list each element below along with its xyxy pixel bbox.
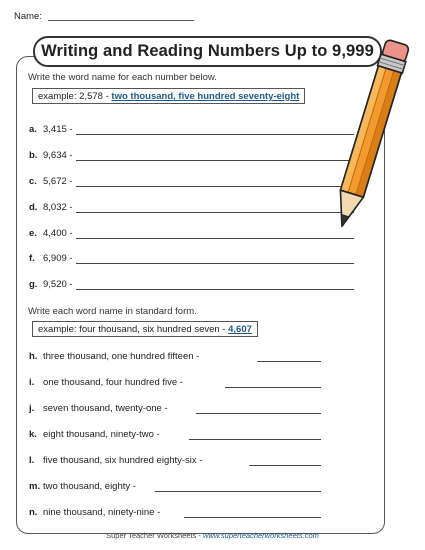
question-b [29, 150, 354, 162]
question-j [29, 403, 329, 415]
question-i [29, 377, 329, 389]
answer-line[interactable] [76, 263, 354, 264]
question-e [29, 228, 354, 240]
answer-line[interactable] [225, 387, 321, 388]
answer-line[interactable] [76, 212, 354, 213]
question-label: l. [29, 455, 35, 466]
question-label: f. [29, 253, 35, 264]
part2-instruction: Write each word name in standard form. [28, 306, 197, 317]
part2-example-prefix: example: four thousand, six hundred seven - [38, 324, 229, 335]
question-label: m. [29, 481, 41, 492]
question-k [29, 429, 329, 441]
footer-brand: Super Teacher Worksheets - [106, 531, 201, 540]
question-label: b. [29, 150, 38, 161]
question-label: d. [29, 202, 38, 213]
question-f [29, 253, 354, 265]
part1-example-box [32, 88, 305, 104]
answer-line[interactable] [184, 517, 321, 518]
answer-line[interactable] [257, 361, 321, 362]
question-label: h. [29, 351, 38, 362]
answer-line[interactable] [76, 160, 354, 161]
question-words: one thousand, four hundred five - [43, 377, 183, 388]
question-words: three thousand, one hundred fifteen - [43, 351, 200, 362]
question-words: nine thousand, ninety-nine - [43, 507, 161, 518]
part2-example-box [32, 321, 258, 337]
question-g [29, 279, 354, 291]
question-label: g. [29, 279, 38, 290]
footer-url[interactable]: www.superteacherworksheets.com [202, 531, 319, 540]
question-a [29, 124, 354, 136]
question-words: two thousand, eighty - [43, 481, 136, 492]
part2-example-answer: 4,607 [228, 324, 252, 335]
answer-line[interactable] [76, 186, 354, 187]
part1-example-answer: two thousand, five hundred seventy-eight [111, 91, 300, 102]
question-c [29, 176, 354, 188]
question-number: 3,415 - [43, 124, 73, 135]
part1-example-prefix: example: 2,578 - [38, 91, 112, 102]
question-number: 6,909 - [43, 253, 73, 264]
answer-line[interactable] [76, 238, 354, 239]
question-h [29, 351, 329, 363]
question-label: c. [29, 176, 37, 187]
question-label: a. [29, 124, 37, 135]
name-label: Name: [14, 11, 42, 22]
worksheet-title: Writing and Reading Numbers Up to 9,999 [33, 36, 382, 67]
question-number: 4,400 - [43, 228, 73, 239]
footer [0, 531, 425, 540]
question-number: 9,520 - [43, 279, 73, 290]
question-words: seven thousand, twenty-one - [43, 403, 168, 414]
question-number: 9,634 - [43, 150, 73, 161]
question-l [29, 455, 329, 467]
pencil-icon [338, 38, 422, 244]
question-label: i. [29, 377, 35, 388]
question-words: five thousand, six hundred eighty-six - [43, 455, 203, 466]
question-label: e. [29, 228, 37, 239]
answer-line[interactable] [76, 134, 354, 135]
question-number: 5,672 - [43, 176, 73, 187]
answer-line[interactable] [249, 465, 321, 466]
question-label: j. [29, 403, 35, 414]
name-line[interactable] [48, 20, 194, 21]
question-d [29, 202, 354, 214]
answer-line[interactable] [189, 439, 321, 440]
question-label: k. [29, 429, 37, 440]
answer-line[interactable] [76, 289, 354, 290]
part1-instruction: Write the word name for each number below. [28, 72, 217, 83]
answer-line[interactable] [155, 491, 321, 492]
question-label: n. [29, 507, 38, 518]
question-m [29, 481, 329, 493]
question-words: eight thousand, ninety-two - [43, 429, 160, 440]
answer-line[interactable] [196, 413, 321, 414]
question-number: 8,032 - [43, 202, 73, 213]
question-n [29, 507, 329, 519]
